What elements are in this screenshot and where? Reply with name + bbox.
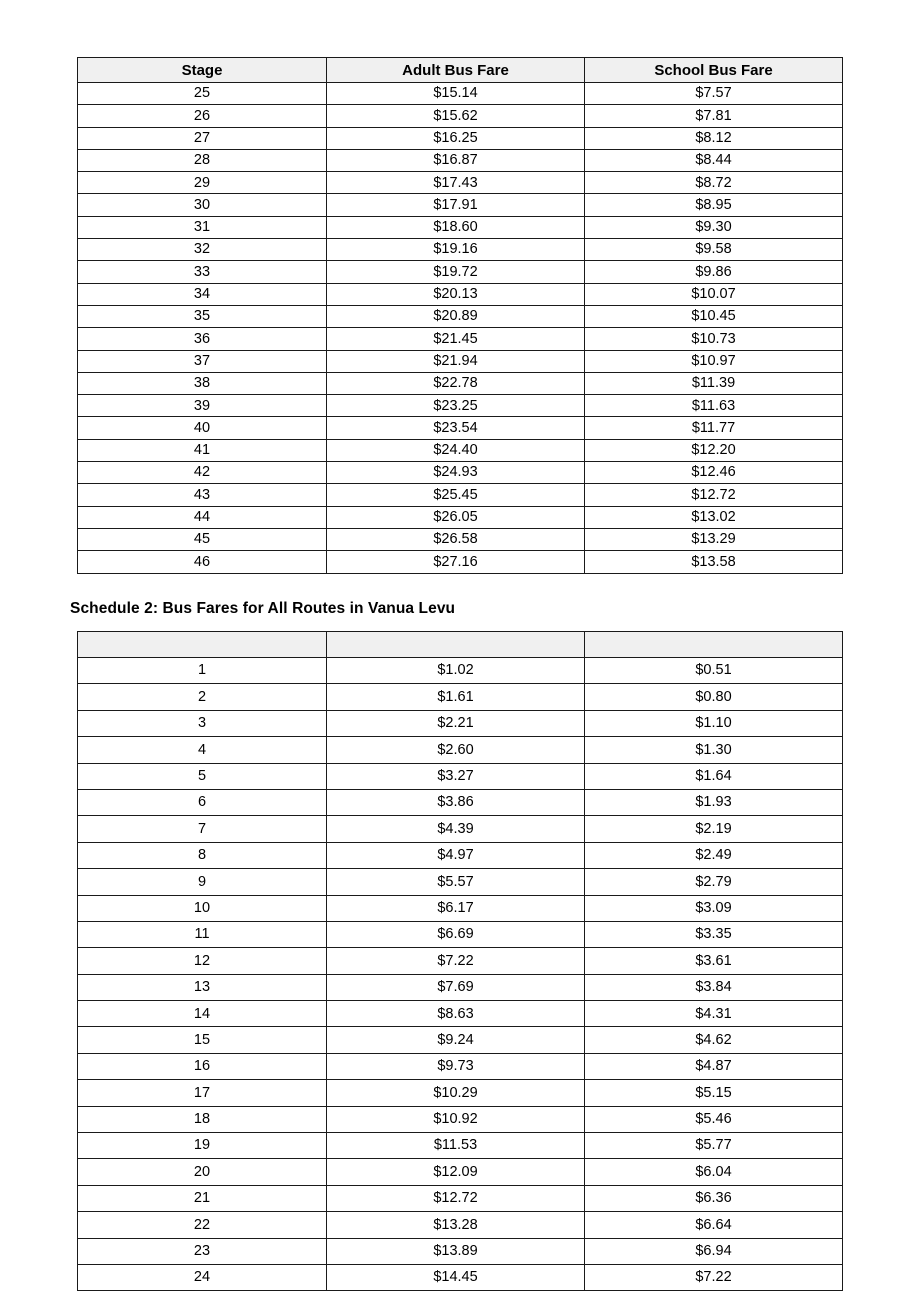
cell-adult-bus-fare: $10.92	[327, 1106, 585, 1132]
cell-stage: 2	[78, 684, 327, 710]
cell-stage: 5	[78, 763, 327, 789]
table-row	[78, 921, 843, 947]
cell-adult-bus-fare: $17.91	[327, 194, 585, 216]
cell-adult-bus-fare: $16.25	[327, 127, 585, 149]
cell-stage: 15	[78, 1027, 327, 1053]
cell-school-bus-fare: $8.72	[585, 172, 843, 194]
table-two-body	[78, 658, 843, 1291]
table-row	[78, 172, 843, 194]
table-header-row	[78, 632, 843, 658]
cell-school-bus-fare: $2.49	[585, 842, 843, 868]
table-row	[78, 974, 843, 1000]
cell-stage: 21	[78, 1185, 327, 1211]
cell-school-bus-fare: $12.46	[585, 462, 843, 484]
cell-adult-bus-fare: $17.43	[327, 172, 585, 194]
table-row	[78, 737, 843, 763]
table-row	[78, 149, 843, 171]
cell-stage: 6	[78, 789, 327, 815]
cell-stage: 40	[78, 417, 327, 439]
cell-adult-bus-fare: $22.78	[327, 372, 585, 394]
cell-stage: 13	[78, 974, 327, 1000]
table-row	[78, 1212, 843, 1238]
table-row	[78, 127, 843, 149]
table-two-header	[78, 632, 843, 658]
cell-stage: 43	[78, 484, 327, 506]
cell-adult-bus-fare: $25.45	[327, 484, 585, 506]
table-row	[78, 1080, 843, 1106]
cell-adult-bus-fare: $2.21	[327, 710, 585, 736]
cell-stage: 38	[78, 372, 327, 394]
cell-adult-bus-fare: $14.45	[327, 1264, 585, 1290]
cell-adult-bus-fare: $13.89	[327, 1238, 585, 1264]
cell-adult-bus-fare: $1.61	[327, 684, 585, 710]
cell-adult-bus-fare: $10.29	[327, 1080, 585, 1106]
cell-adult-bus-fare: $6.69	[327, 921, 585, 947]
cell-adult-bus-fare: $12.72	[327, 1185, 585, 1211]
column-header-school-bus-fare: School Bus Fare	[585, 58, 843, 83]
table-row	[78, 350, 843, 372]
cell-adult-bus-fare: $27.16	[327, 551, 585, 573]
cell-school-bus-fare: $2.19	[585, 816, 843, 842]
cell-school-bus-fare: $0.51	[585, 658, 843, 684]
cell-stage: 39	[78, 395, 327, 417]
cell-school-bus-fare: $10.73	[585, 328, 843, 350]
table-row	[78, 1185, 843, 1211]
cell-adult-bus-fare: $5.57	[327, 869, 585, 895]
cell-school-bus-fare: $12.20	[585, 439, 843, 461]
table-row	[78, 869, 843, 895]
table-row	[78, 816, 843, 842]
cell-adult-bus-fare: $7.69	[327, 974, 585, 1000]
table-row	[78, 239, 843, 261]
cell-school-bus-fare: $6.64	[585, 1212, 843, 1238]
cell-stage: 27	[78, 127, 327, 149]
cell-stage: 34	[78, 283, 327, 305]
table-one-body	[78, 83, 843, 574]
cell-school-bus-fare: $5.15	[585, 1080, 843, 1106]
cell-adult-bus-fare: $2.60	[327, 737, 585, 763]
cell-school-bus-fare: $13.58	[585, 551, 843, 573]
cell-school-bus-fare: $8.44	[585, 149, 843, 171]
table-row	[78, 283, 843, 305]
cell-adult-bus-fare: $20.89	[327, 305, 585, 327]
table-row	[78, 551, 843, 573]
cell-school-bus-fare: $6.36	[585, 1185, 843, 1211]
cell-adult-bus-fare: $16.87	[327, 149, 585, 171]
cell-stage: 16	[78, 1053, 327, 1079]
cell-school-bus-fare: $5.77	[585, 1133, 843, 1159]
cell-school-bus-fare: $2.79	[585, 869, 843, 895]
column-header-stage: Stage	[78, 58, 327, 83]
cell-school-bus-fare: $10.07	[585, 283, 843, 305]
cell-adult-bus-fare: $23.54	[327, 417, 585, 439]
cell-adult-bus-fare: $21.45	[327, 328, 585, 350]
cell-stage: 36	[78, 328, 327, 350]
table-row	[78, 895, 843, 921]
cell-school-bus-fare: $1.30	[585, 737, 843, 763]
table-row	[78, 372, 843, 394]
cell-stage: 4	[78, 737, 327, 763]
cell-school-bus-fare: $4.31	[585, 1001, 843, 1027]
table-row	[78, 194, 843, 216]
cell-school-bus-fare: $3.09	[585, 895, 843, 921]
table-row	[78, 842, 843, 868]
cell-school-bus-fare: $3.84	[585, 974, 843, 1000]
cell-school-bus-fare: $6.94	[585, 1238, 843, 1264]
cell-adult-bus-fare: $19.16	[327, 239, 585, 261]
cell-adult-bus-fare: $6.17	[327, 895, 585, 921]
cell-stage: 28	[78, 149, 327, 171]
table-row	[78, 484, 843, 506]
cell-adult-bus-fare: $7.22	[327, 948, 585, 974]
column-header-adult-bus-fare: Adult Bus Fare	[327, 58, 585, 83]
cell-stage: 3	[78, 710, 327, 736]
cell-adult-bus-fare: $13.28	[327, 1212, 585, 1238]
table-row	[78, 1001, 843, 1027]
cell-stage: 44	[78, 506, 327, 528]
cell-adult-bus-fare: $4.39	[327, 816, 585, 842]
table-row	[78, 216, 843, 238]
column-header-adult-bus-fare-blank	[327, 632, 585, 658]
cell-school-bus-fare: $13.29	[585, 528, 843, 550]
cell-stage: 41	[78, 439, 327, 461]
cell-stage: 1	[78, 658, 327, 684]
table-row	[78, 1027, 843, 1053]
table-row	[78, 417, 843, 439]
cell-school-bus-fare: $4.62	[585, 1027, 843, 1053]
cell-stage: 18	[78, 1106, 327, 1132]
cell-school-bus-fare: $5.46	[585, 1106, 843, 1132]
cell-stage: 35	[78, 305, 327, 327]
cell-stage: 17	[78, 1080, 327, 1106]
cell-school-bus-fare: $7.81	[585, 105, 843, 127]
cell-stage: 30	[78, 194, 327, 216]
cell-stage: 23	[78, 1238, 327, 1264]
cell-adult-bus-fare: $24.40	[327, 439, 585, 461]
cell-stage: 22	[78, 1212, 327, 1238]
cell-adult-bus-fare: $4.97	[327, 842, 585, 868]
cell-adult-bus-fare: $9.24	[327, 1027, 585, 1053]
bus-fare-table-stages-25-46	[77, 57, 843, 574]
table-row	[78, 105, 843, 127]
cell-adult-bus-fare: $3.86	[327, 789, 585, 815]
cell-school-bus-fare: $12.72	[585, 484, 843, 506]
cell-adult-bus-fare: $15.14	[327, 83, 585, 105]
table-row	[78, 395, 843, 417]
cell-adult-bus-fare: $11.53	[327, 1133, 585, 1159]
cell-adult-bus-fare: $24.93	[327, 462, 585, 484]
cell-school-bus-fare: $3.35	[585, 921, 843, 947]
table-row	[78, 506, 843, 528]
table-row	[78, 261, 843, 283]
cell-stage: 29	[78, 172, 327, 194]
cell-school-bus-fare: $1.64	[585, 763, 843, 789]
table-row	[78, 439, 843, 461]
cell-stage: 46	[78, 551, 327, 573]
column-header-school-bus-fare-blank	[585, 632, 843, 658]
cell-stage: 42	[78, 462, 327, 484]
table-row	[78, 789, 843, 815]
table-row	[78, 763, 843, 789]
cell-school-bus-fare: $9.86	[585, 261, 843, 283]
cell-stage: 7	[78, 816, 327, 842]
table-row	[78, 1133, 843, 1159]
cell-stage: 37	[78, 350, 327, 372]
cell-stage: 19	[78, 1133, 327, 1159]
cell-stage: 10	[78, 895, 327, 921]
cell-adult-bus-fare: $21.94	[327, 350, 585, 372]
cell-adult-bus-fare: $12.09	[327, 1159, 585, 1185]
cell-school-bus-fare: $8.12	[585, 127, 843, 149]
cell-stage: 33	[78, 261, 327, 283]
cell-adult-bus-fare: $15.62	[327, 105, 585, 127]
cell-adult-bus-fare: $18.60	[327, 216, 585, 238]
table-row	[78, 328, 843, 350]
table-row	[78, 528, 843, 550]
cell-school-bus-fare: $7.57	[585, 83, 843, 105]
cell-adult-bus-fare: $1.02	[327, 658, 585, 684]
cell-adult-bus-fare: $9.73	[327, 1053, 585, 1079]
table-row	[78, 83, 843, 105]
cell-school-bus-fare: $7.22	[585, 1264, 843, 1290]
cell-stage: 45	[78, 528, 327, 550]
table-row	[78, 462, 843, 484]
cell-school-bus-fare: $9.30	[585, 216, 843, 238]
cell-adult-bus-fare: $20.13	[327, 283, 585, 305]
bus-fare-table-vanua-levu-stages-1-24	[77, 631, 843, 1291]
cell-adult-bus-fare: $8.63	[327, 1001, 585, 1027]
cell-school-bus-fare: $10.97	[585, 350, 843, 372]
cell-stage: 9	[78, 869, 327, 895]
cell-stage: 31	[78, 216, 327, 238]
cell-adult-bus-fare: $26.05	[327, 506, 585, 528]
cell-adult-bus-fare: $3.27	[327, 763, 585, 789]
table-row	[78, 1106, 843, 1132]
cell-stage: 24	[78, 1264, 327, 1290]
table-row	[78, 658, 843, 684]
cell-school-bus-fare: $8.95	[585, 194, 843, 216]
table-row	[78, 1238, 843, 1264]
table-row	[78, 305, 843, 327]
cell-school-bus-fare: $1.93	[585, 789, 843, 815]
cell-school-bus-fare: $1.10	[585, 710, 843, 736]
cell-school-bus-fare: $10.45	[585, 305, 843, 327]
cell-adult-bus-fare: $26.58	[327, 528, 585, 550]
cell-adult-bus-fare: $23.25	[327, 395, 585, 417]
cell-adult-bus-fare: $19.72	[327, 261, 585, 283]
table-header-row	[78, 58, 843, 83]
table-row	[78, 710, 843, 736]
cell-school-bus-fare: $4.87	[585, 1053, 843, 1079]
schedule-2-heading: Schedule 2: Bus Fares for All Routes in Vanua Levu	[70, 600, 456, 617]
column-header-stage-blank	[78, 632, 327, 658]
cell-school-bus-fare: $3.61	[585, 948, 843, 974]
cell-stage: 20	[78, 1159, 327, 1185]
cell-stage: 8	[78, 842, 327, 868]
cell-school-bus-fare: $13.02	[585, 506, 843, 528]
table-row	[78, 1159, 843, 1185]
cell-stage: 26	[78, 105, 327, 127]
cell-school-bus-fare: $11.39	[585, 372, 843, 394]
cell-stage: 12	[78, 948, 327, 974]
cell-school-bus-fare: $11.63	[585, 395, 843, 417]
table-row	[78, 1264, 843, 1290]
cell-stage: 25	[78, 83, 327, 105]
table-row	[78, 684, 843, 710]
cell-school-bus-fare: $11.77	[585, 417, 843, 439]
cell-stage: 14	[78, 1001, 327, 1027]
table-row	[78, 1053, 843, 1079]
table-one-header	[78, 58, 843, 83]
cell-stage: 11	[78, 921, 327, 947]
cell-school-bus-fare: $9.58	[585, 239, 843, 261]
cell-school-bus-fare: $6.04	[585, 1159, 843, 1185]
cell-school-bus-fare: $0.80	[585, 684, 843, 710]
cell-stage: 32	[78, 239, 327, 261]
table-row	[78, 948, 843, 974]
